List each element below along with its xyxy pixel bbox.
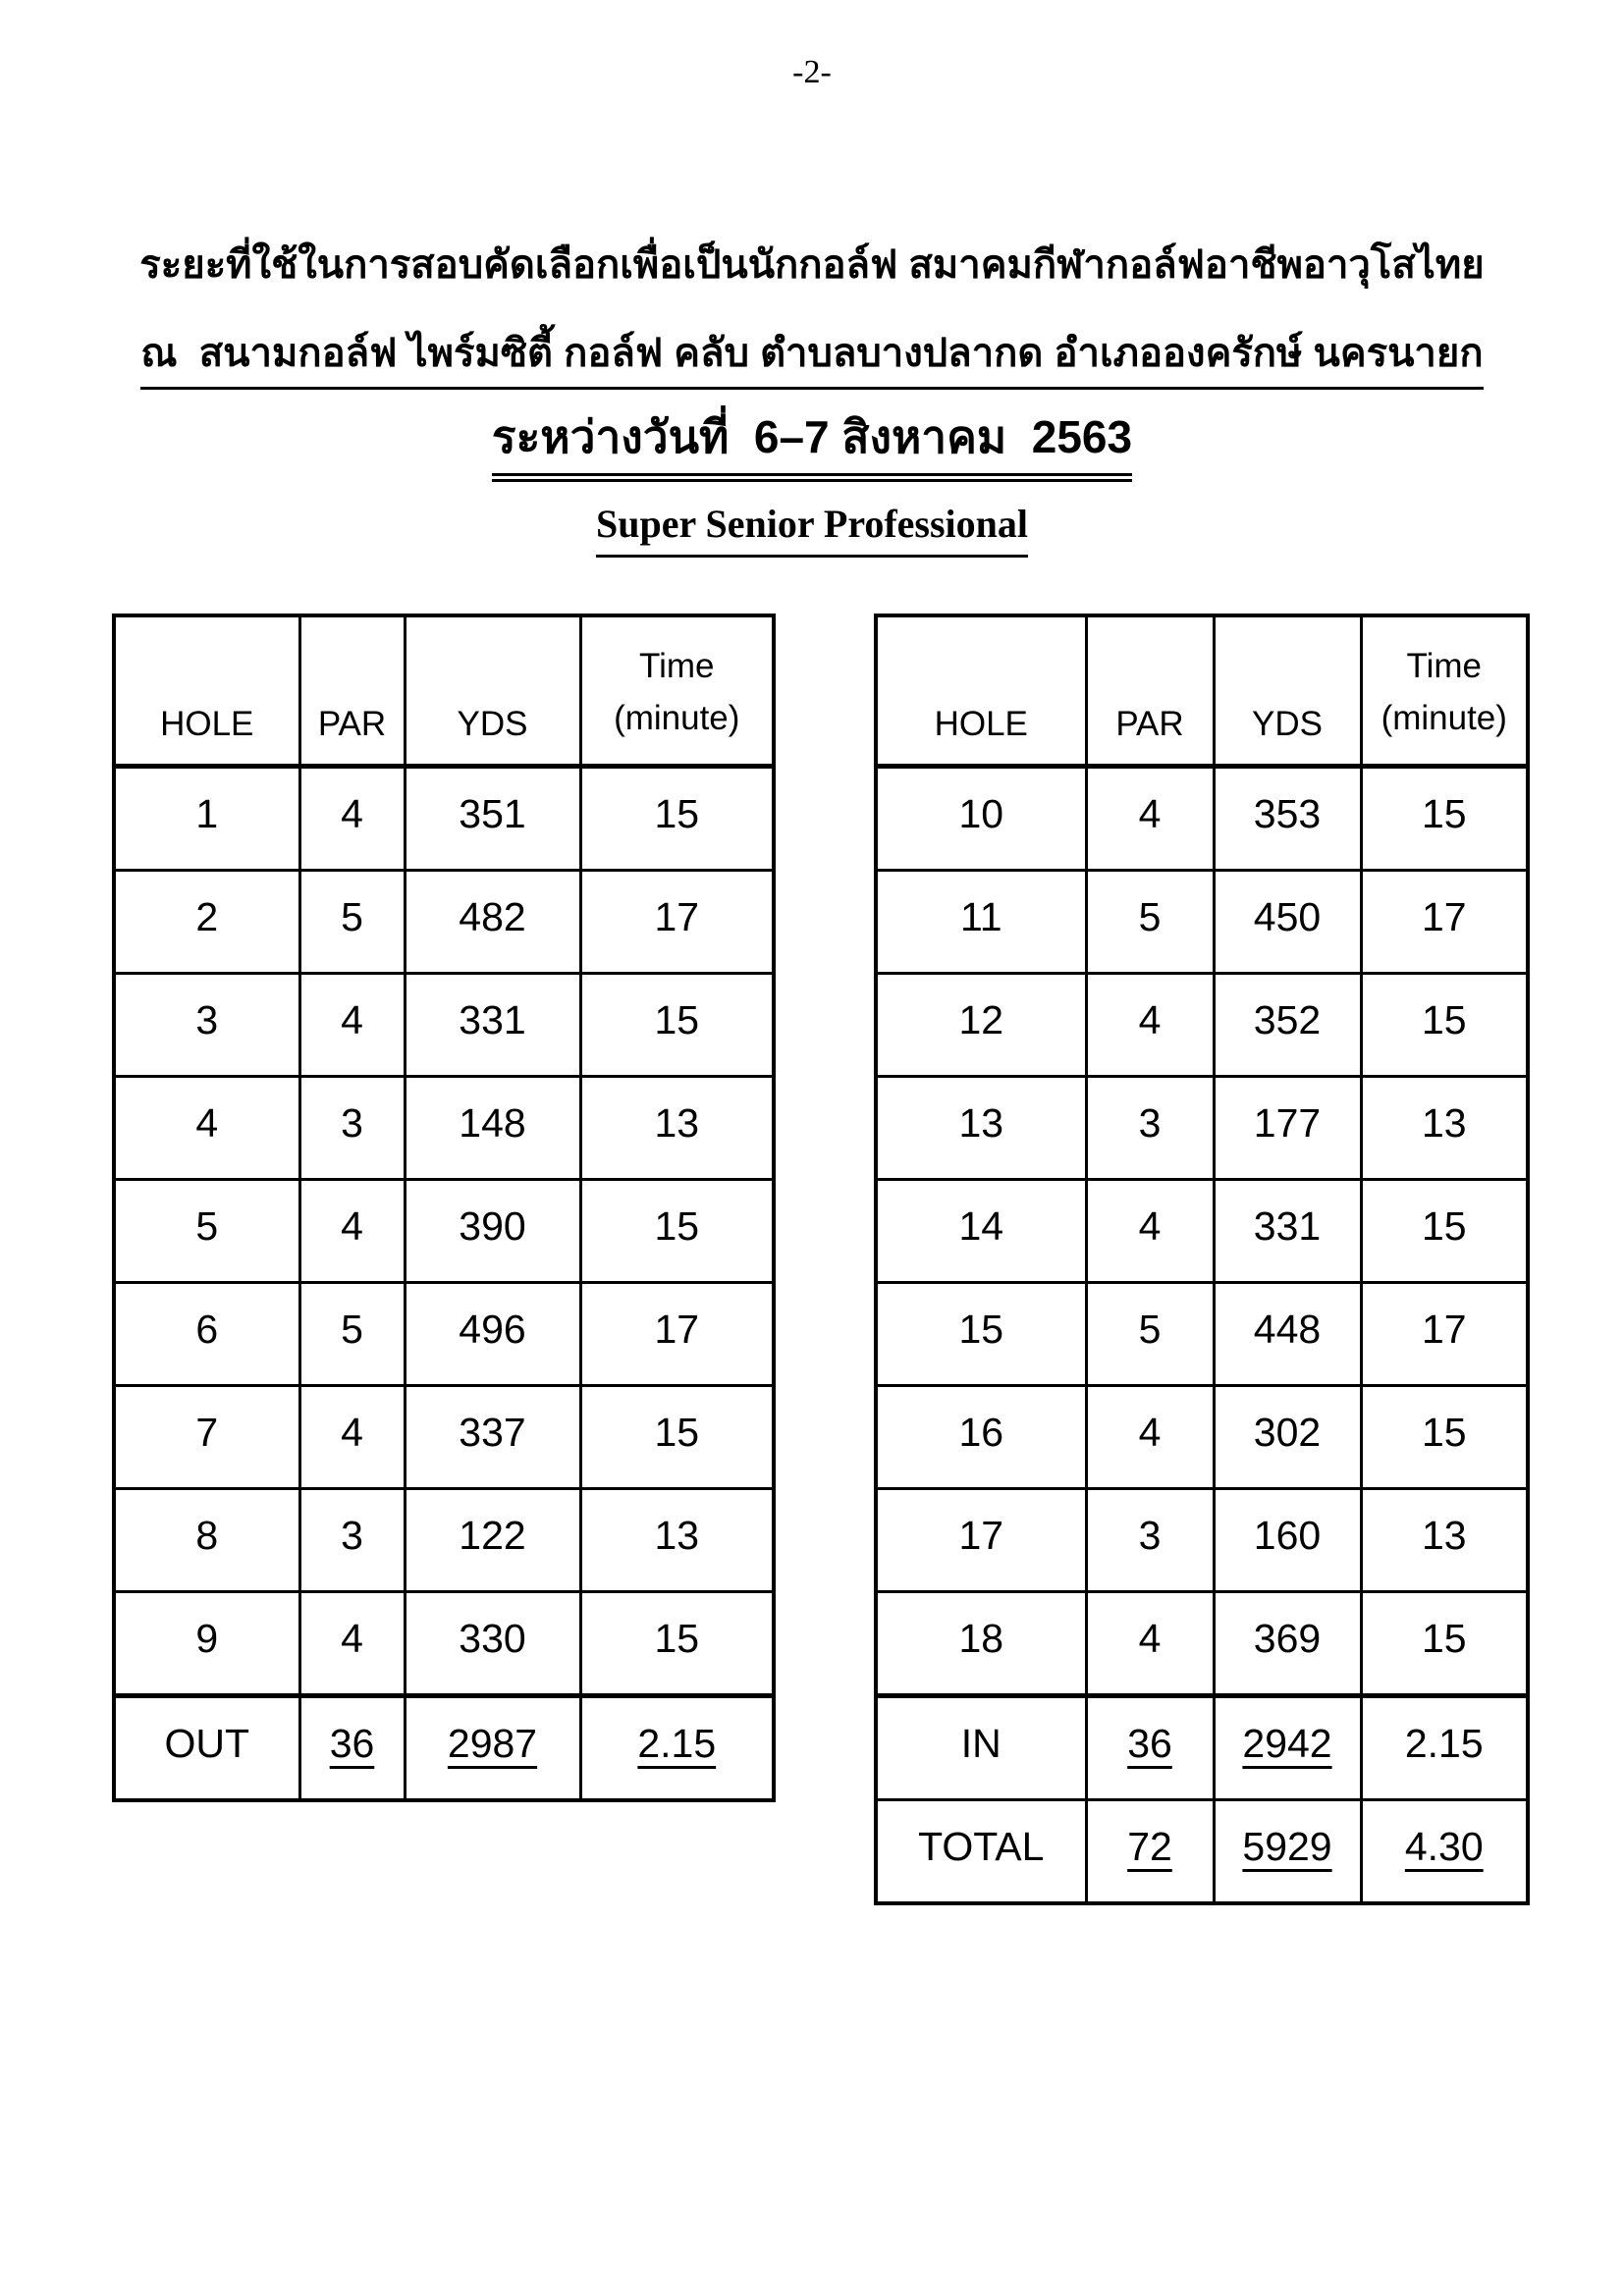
time-header <box>1361 615 1528 767</box>
hole-cell: 4 <box>114 1077 299 1180</box>
hole-cell: 16 <box>876 1386 1086 1489</box>
yds-cell: 177 <box>1214 1077 1361 1180</box>
table-row <box>114 1489 774 1592</box>
hole-cell: 9 <box>114 1592 299 1696</box>
back-nine-table <box>874 614 1530 1905</box>
time-cell: 15 <box>1361 767 1528 871</box>
yds-header: YDS <box>1214 615 1361 767</box>
hole-cell: 2 <box>114 871 299 974</box>
yds-cell: 337 <box>405 1386 580 1489</box>
par-cell: 4 <box>1086 1180 1214 1283</box>
par-header: PAR <box>299 615 405 767</box>
in-time-cell: 2.15 <box>1361 1696 1528 1800</box>
time-cell: 17 <box>580 871 774 974</box>
time-cell: 13 <box>580 1489 774 1592</box>
table-row <box>876 1386 1528 1489</box>
table-row <box>876 871 1528 974</box>
table-row <box>876 1592 1528 1696</box>
par-cell: 4 <box>299 1386 405 1489</box>
yds-cell: 496 <box>405 1283 580 1386</box>
time-cell: 17 <box>580 1283 774 1386</box>
table-row <box>114 1592 774 1696</box>
yds-cell: 302 <box>1214 1386 1361 1489</box>
time-header <box>580 615 774 767</box>
time-cell: 17 <box>1361 1283 1528 1386</box>
table-row <box>114 974 774 1077</box>
hole-cell: 14 <box>876 1180 1086 1283</box>
header-row <box>876 615 1528 767</box>
hole-cell: 6 <box>114 1283 299 1386</box>
hole-cell: 12 <box>876 974 1086 1077</box>
hole-cell: 15 <box>876 1283 1086 1386</box>
par-cell: 5 <box>1086 871 1214 974</box>
front-nine-table <box>112 614 776 1802</box>
par-cell: 5 <box>1086 1283 1214 1386</box>
total-label-cell: TOTAL <box>876 1800 1086 1904</box>
table-row <box>876 767 1528 871</box>
table-row <box>114 767 774 871</box>
par-cell: 3 <box>1086 1077 1214 1180</box>
time-header-lines <box>1364 641 1526 744</box>
time-cell: 15 <box>580 1180 774 1283</box>
yds-cell: 369 <box>1214 1592 1361 1696</box>
time-cell: 15 <box>1361 1386 1528 1489</box>
par-cell: 4 <box>299 974 405 1077</box>
yds-cell: 450 <box>1214 871 1361 974</box>
in-par-cell: 36 <box>1086 1696 1214 1800</box>
table-row <box>114 1180 774 1283</box>
yds-cell: 330 <box>405 1592 580 1696</box>
par-cell: 5 <box>299 871 405 974</box>
hole-cell: 8 <box>114 1489 299 1592</box>
yds-cell: 331 <box>405 974 580 1077</box>
yds-cell: 160 <box>1214 1489 1361 1592</box>
par-header: PAR <box>1086 615 1214 767</box>
time-header-lines <box>583 641 772 744</box>
par-cell: 3 <box>299 1489 405 1592</box>
yds-cell: 352 <box>1214 974 1361 1077</box>
heading-event-title: ระยะที่ใช้ในการสอบคัดเลือกเพื่อเป็นนักกอล์ฟ สมาคมกีฬากอล์ฟอาชีพอาวุโสไทย <box>139 243 1485 287</box>
time-cell: 15 <box>1361 974 1528 1077</box>
time-cell: 15 <box>580 767 774 871</box>
time-cell: 13 <box>1361 1489 1528 1592</box>
yds-cell: 331 <box>1214 1180 1361 1283</box>
time-header-line1: Time <box>1406 647 1482 685</box>
out-label-cell: OUT <box>114 1696 299 1801</box>
in-summary-row <box>876 1696 1528 1800</box>
par-cell: 4 <box>1086 974 1214 1077</box>
time-cell: 15 <box>580 974 774 1077</box>
time-cell: 13 <box>580 1077 774 1180</box>
hole-cell: 5 <box>114 1180 299 1283</box>
time-cell: 15 <box>580 1592 774 1696</box>
yds-cell: 448 <box>1214 1283 1361 1386</box>
heading-venue <box>0 328 1624 390</box>
table-row <box>114 871 774 974</box>
par-cell: 4 <box>299 1592 405 1696</box>
table-row <box>114 1386 774 1489</box>
yds-header: YDS <box>405 615 580 767</box>
yds-cell: 353 <box>1214 767 1361 871</box>
yds-cell: 148 <box>405 1077 580 1180</box>
header-row <box>114 615 774 767</box>
in-yds-cell: 2942 <box>1214 1696 1361 1800</box>
heading-venue-text: ณ สนามกอล์ฟ ไพร์มซิตี้ กอล์ฟ คลับ ตำบลบางปลากด อำเภอองครักษ์ นครนายก <box>140 328 1483 390</box>
total-time-cell: 4.30 <box>1361 1800 1528 1904</box>
total-summary-row <box>876 1800 1528 1904</box>
hole-header: HOLE <box>114 615 299 767</box>
total-par-cell: 72 <box>1086 1800 1214 1904</box>
time-header-line1: Time <box>639 647 715 685</box>
par-cell: 4 <box>299 767 405 871</box>
time-header-line2: (minute) <box>1380 698 1507 737</box>
out-time-cell: 2.15 <box>580 1696 774 1801</box>
total-yds-cell: 5929 <box>1214 1800 1361 1904</box>
out-yds-cell: 2987 <box>405 1696 580 1801</box>
table-row <box>876 974 1528 1077</box>
heading-dates-text: ระหว่างวันที่ 6–7 สิงหาคม 2563 <box>492 408 1132 482</box>
time-cell: 17 <box>1361 871 1528 974</box>
table-row <box>876 1489 1528 1592</box>
par-cell: 4 <box>1086 1592 1214 1696</box>
heading-category-text: Super Senior Professional <box>596 501 1028 558</box>
hole-cell: 1 <box>114 767 299 871</box>
table-row <box>114 1283 774 1386</box>
page-number: -2- <box>792 54 832 90</box>
par-cell: 4 <box>299 1180 405 1283</box>
par-cell: 5 <box>299 1283 405 1386</box>
table-row <box>876 1180 1528 1283</box>
hole-cell: 18 <box>876 1592 1086 1696</box>
par-cell: 4 <box>1086 767 1214 871</box>
yds-cell: 482 <box>405 871 580 974</box>
hole-cell: 13 <box>876 1077 1086 1180</box>
hole-cell: 11 <box>876 871 1086 974</box>
yds-cell: 390 <box>405 1180 580 1283</box>
time-header-line2: (minute) <box>614 698 740 737</box>
table-row <box>114 1077 774 1180</box>
time-cell: 15 <box>1361 1180 1528 1283</box>
par-cell: 4 <box>1086 1386 1214 1489</box>
yds-cell: 351 <box>405 767 580 871</box>
time-cell: 15 <box>1361 1592 1528 1696</box>
out-par-cell: 36 <box>299 1696 405 1801</box>
table-row <box>876 1283 1528 1386</box>
par-cell: 3 <box>1086 1489 1214 1592</box>
in-label-cell: IN <box>876 1696 1086 1800</box>
hole-cell: 17 <box>876 1489 1086 1592</box>
out-summary-row <box>114 1696 774 1801</box>
hole-cell: 7 <box>114 1386 299 1489</box>
hole-cell: 3 <box>114 974 299 1077</box>
time-cell: 13 <box>1361 1077 1528 1180</box>
hole-cell: 10 <box>876 767 1086 871</box>
yds-cell: 122 <box>405 1489 580 1592</box>
time-cell: 15 <box>580 1386 774 1489</box>
hole-header: HOLE <box>876 615 1086 767</box>
heading-dates <box>0 408 1624 482</box>
par-cell: 3 <box>299 1077 405 1180</box>
table-row <box>876 1077 1528 1180</box>
heading-category <box>0 501 1624 558</box>
